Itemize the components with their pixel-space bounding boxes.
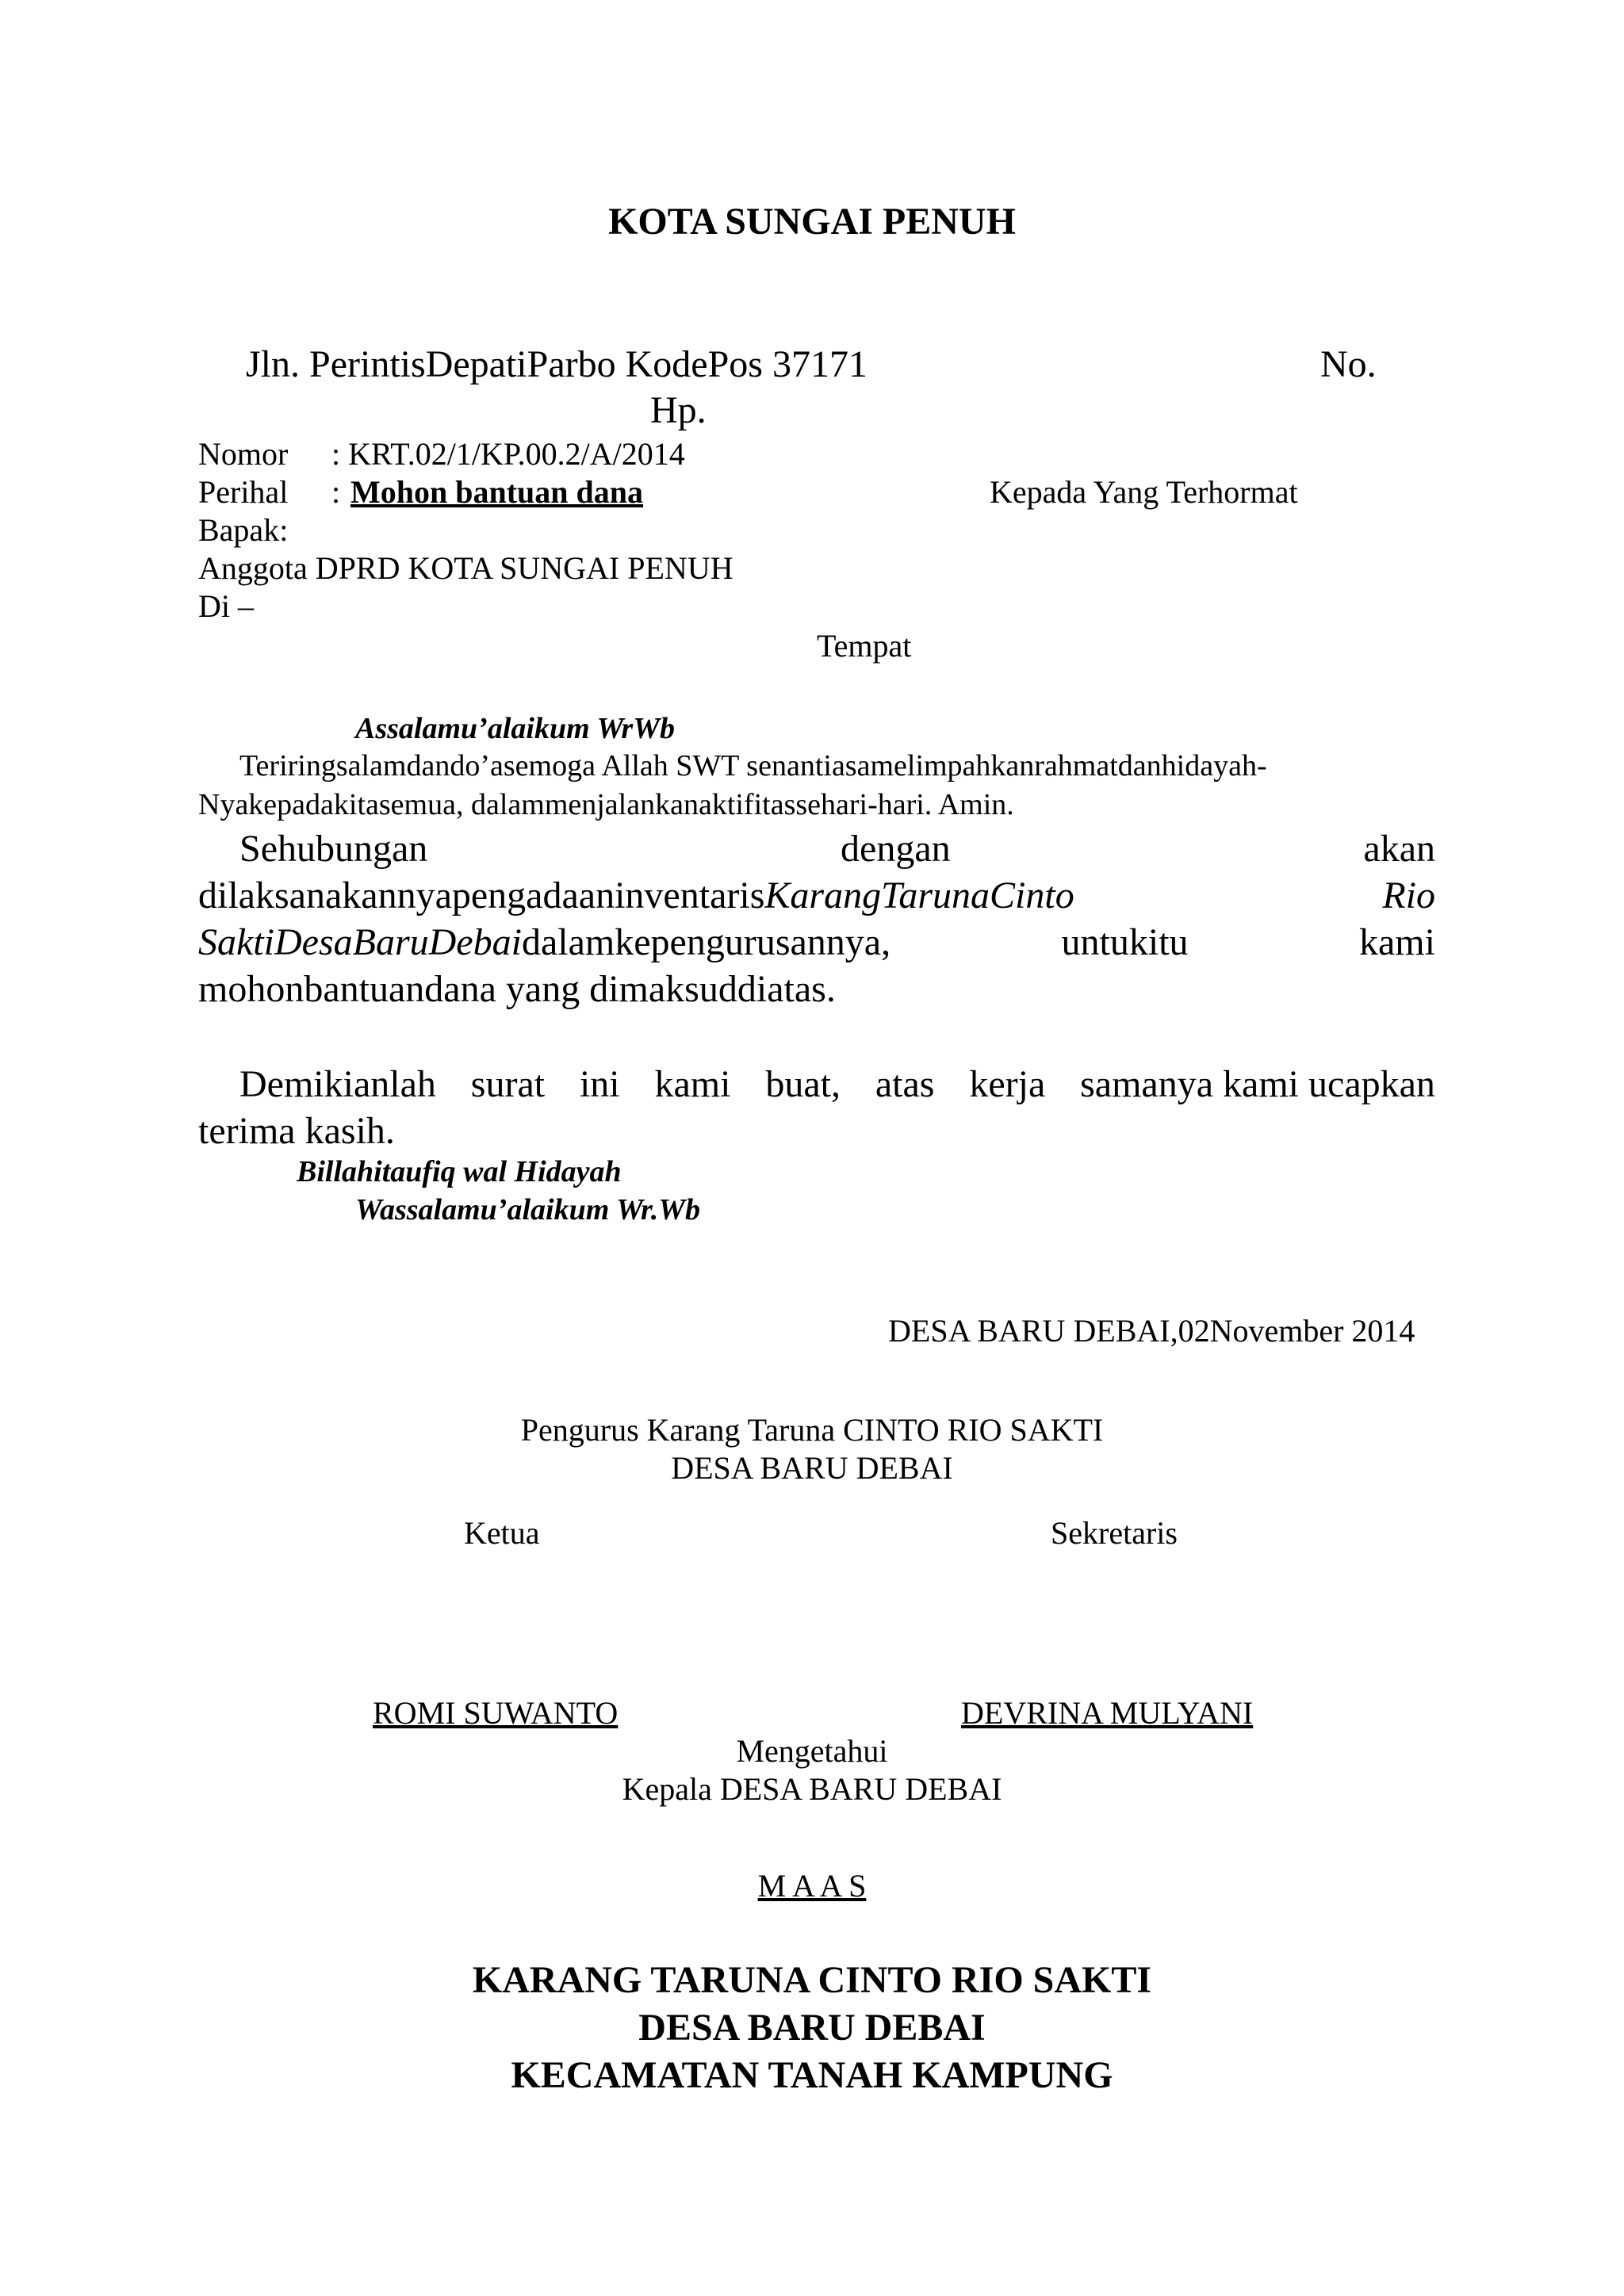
kepala-name: M A A S (757, 1868, 867, 1904)
paragraph2-line4: mohonbantuandana yang dimaksuddiatas. (198, 968, 836, 1010)
paragraph1-line2: Nyakepadakitasemua, dalammenjalankanaktifitassehari-hari. Amin. (198, 788, 1014, 821)
p3-word-5: buat, (765, 1063, 841, 1105)
nomor-label: Nomor (198, 436, 289, 472)
sekretaris-name: DEVRINA MULYANI (961, 1695, 1254, 1731)
ketua-name: ROMI SUWANTO (373, 1695, 619, 1731)
recipient-di: Di – (198, 588, 254, 624)
header-city: KOTA SUNGAI PENUH (608, 201, 1016, 243)
perihal-value: Mohon bantuan dana (350, 474, 644, 510)
paragraph3-line1 (239, 1062, 1435, 1106)
footer-line1: KARANG TARUNA CINTO RIO SAKTI (472, 1959, 1152, 2001)
paragraph1-line1: Teriringsalamdando’asemoga Allah SWT senantiasamelimpahkanrahmatdanhidayah- (239, 749, 1267, 783)
org-line1: Pengurus Karang Taruna CINTO RIO SAKTI (520, 1412, 1104, 1448)
p2-text-inventaris: dilaksanakannyapengadaaninventaris (198, 874, 765, 916)
paragraph2-line2 (198, 874, 1435, 917)
p3-word-8: samanya kami ucapkan (1080, 1063, 1435, 1105)
p3-word-6: atas (875, 1063, 935, 1105)
p2-text-karang-taruna: KarangTarunaCinto (764, 874, 1074, 916)
kepala-desa: Kepala DESA BARU DEBAI (622, 1771, 1002, 1807)
perihal-colon: : (331, 474, 341, 510)
paragraph3-line2: terima kasih. (198, 1110, 395, 1152)
org-line2: DESA BARU DEBAI (671, 1450, 953, 1486)
p3-word-1: Demikianlah (239, 1063, 436, 1105)
nomor-value: : KRT.02/1/KP.00.2/A/2014 (331, 436, 685, 472)
kepada-yang-terhormat: Kepada Yang Terhormat (990, 474, 1298, 510)
p2-text-kami: kami (1359, 921, 1435, 963)
p2-text-rio: Rio (1382, 874, 1435, 916)
header-address: Jln. PerintisDepatiParbo KodePos 37171 (246, 343, 868, 385)
ketua-label: Ketua (464, 1515, 540, 1551)
p2-word-dengan: dengan (841, 828, 951, 870)
recipient-bapak: Bapak: (198, 512, 289, 548)
paragraph2-line1 (239, 827, 1435, 871)
p2-word-akan: akan (1363, 828, 1435, 870)
p2-text-sakti-desa: SaktiDesaBaruDebai (198, 921, 522, 963)
perihal-label: Perihal (198, 474, 289, 510)
recipient-anggota: Anggota DPRD KOTA SUNGAI PENUH (198, 550, 733, 586)
sekretaris-label: Sekretaris (1051, 1515, 1178, 1551)
p3-word-7: kerja (969, 1063, 1046, 1105)
mengetahui: Mengetahui (736, 1733, 888, 1769)
p2-word-sehubungan: Sehubungan (239, 828, 428, 870)
header-no-label: No. (1320, 343, 1377, 385)
p2-text-untukitu: untukitu (1061, 921, 1189, 963)
closing-billahitaufiq: Billahitaufiq wal Hidayah (297, 1155, 622, 1188)
greeting: Assalamu’alaikum WrWb (355, 712, 675, 745)
paragraph2-line3 (198, 920, 1435, 964)
p2-text-kepengurusan: dalamkepengurusannya, (521, 921, 891, 963)
closing-wassalamu: Wassalamu’alaikum Wr.Wb (355, 1193, 701, 1226)
p3-word-2: surat (470, 1063, 546, 1105)
place-date: DESA BARU DEBAI,02November 2014 (888, 1313, 1415, 1349)
recipient-tempat: Tempat (817, 628, 912, 664)
p3-word-4: kami (654, 1063, 731, 1105)
footer-line3: KECAMATAN TANAH KAMPUNG (511, 2054, 1113, 2096)
footer-line2: DESA BARU DEBAI (638, 2007, 986, 2049)
header-hp-label: Hp. (650, 389, 707, 431)
p3-word-3: ini (579, 1063, 620, 1105)
